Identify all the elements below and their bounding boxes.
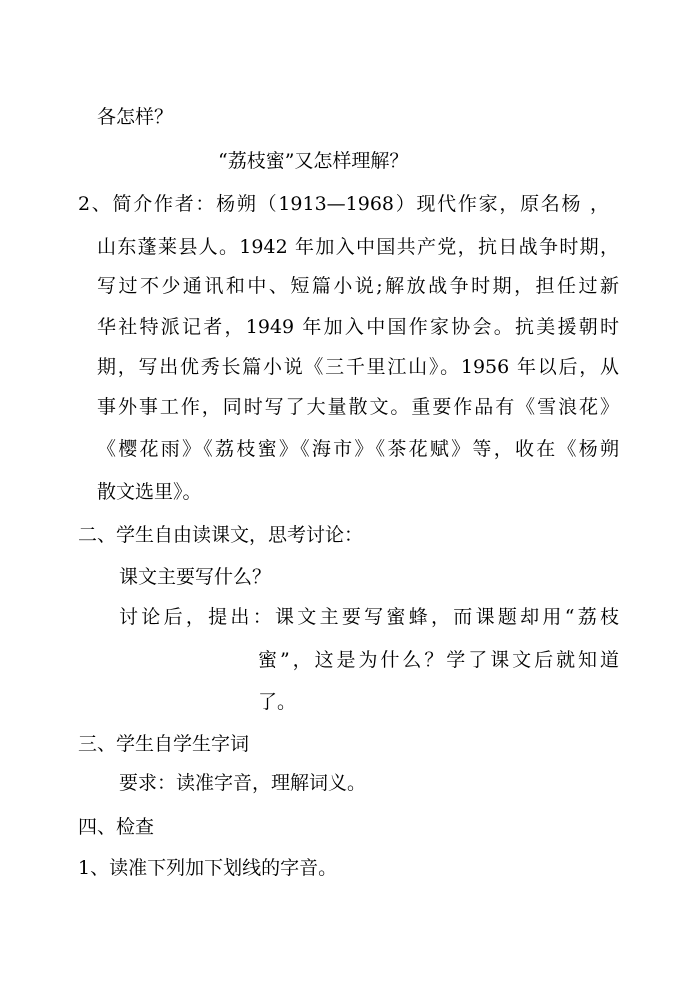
- text-line: 《樱花雨》《荔枝蜜》《海市》《茶花赋》等，收在《杨朔: [97, 438, 619, 460]
- section-heading: 二、学生自由读课文，思考讨论：: [78, 524, 364, 546]
- text-line: 1、读准下列加下划线的字音。: [78, 857, 338, 879]
- text-line: 蜜”，这是为什么？学了课文后就知道: [258, 649, 619, 671]
- text-line: “荔枝蜜”又怎样理解？: [218, 150, 409, 172]
- section-heading: 三、学生自学生字词: [78, 733, 250, 755]
- text-line: 课文主要写什么？: [119, 566, 272, 588]
- text-line: 了。: [258, 691, 297, 713]
- text-line: 山东蓬莱县人。1942 年加入中国共产党，抗日战争时期，: [97, 236, 619, 258]
- text-line: 讨论后，提出：课文主要写蜜蜂，而课题却用“荔枝: [119, 606, 619, 628]
- text-line: 2、简介作者：杨朔（1913—1968）现代作家，原名杨 ，: [78, 193, 609, 215]
- text-line: 要求：读准字音，理解词义。: [119, 772, 367, 794]
- section-heading: 四、检查: [78, 816, 155, 838]
- text-line: 华社特派记者，1949 年加入中国作家协会。抗美援朝时: [97, 316, 619, 338]
- text-line: 期，写出优秀长篇小说《三千里江山》。1956 年以后，从: [97, 356, 619, 378]
- text-line: 写过不少通讯和中、短篇小说;解放战争时期，担任过新: [97, 275, 619, 297]
- text-line: 事外事工作，同时写了大量散文。重要作品有《雪浪花》: [97, 396, 619, 418]
- text-line: 各怎样？: [97, 106, 174, 128]
- text-line: 散文选里》。: [97, 481, 202, 503]
